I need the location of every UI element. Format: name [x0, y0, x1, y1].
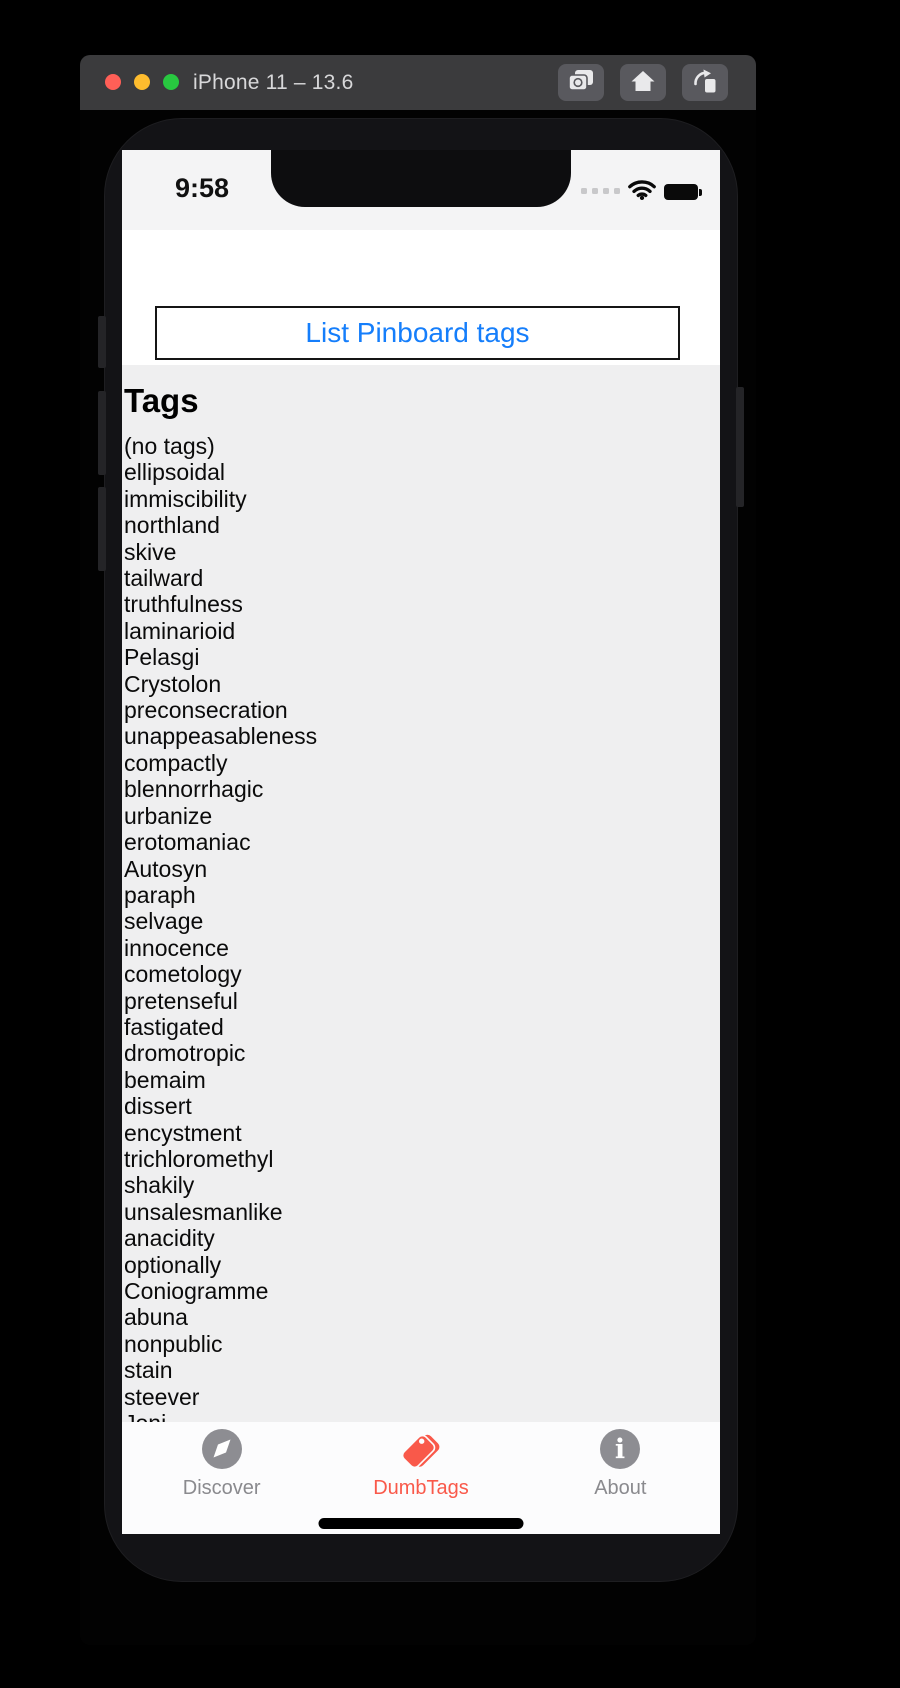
notch	[271, 150, 571, 207]
tag-item: preconsecration	[124, 697, 288, 724]
tag-item: fastigated	[124, 1013, 224, 1040]
volume-up-button	[98, 391, 106, 475]
tag-item: selvage	[124, 908, 204, 935]
iphone-frame	[104, 118, 738, 1582]
tag-item: stain	[124, 1357, 173, 1384]
volume-down-button	[98, 487, 106, 571]
tag-item: abuna	[124, 1304, 188, 1331]
tag-item: unappeasableness	[124, 723, 318, 750]
titlebar[interactable]	[80, 55, 756, 110]
status-time: 9:58	[174, 173, 230, 203]
tags-scroll-area[interactable]	[122, 365, 720, 1422]
tag-item: compactly	[124, 749, 228, 776]
tag-item: paraph	[124, 881, 196, 908]
close-window-button[interactable]	[105, 74, 121, 90]
tag-item: unsalesmanlike	[124, 1198, 283, 1225]
tag-item: tailward	[124, 565, 204, 592]
rotate-device-button[interactable]	[682, 64, 728, 101]
tag-item: Crystolon	[124, 670, 222, 697]
tag-item: anacidity	[124, 1225, 215, 1252]
tag-item: Autosyn	[124, 855, 208, 882]
tag-item: Pelasgi	[124, 644, 200, 671]
tab-label: About	[594, 1477, 647, 1499]
tag-item: Coniogramme	[124, 1278, 269, 1304]
tag-item: encystment	[124, 1119, 242, 1146]
minimize-window-button[interactable]	[134, 74, 150, 90]
tag-item: pretenseful	[124, 987, 238, 1014]
battery-icon	[664, 184, 702, 200]
tag-item: ellipsoidal	[124, 459, 226, 486]
tag-item: cometology	[124, 961, 242, 988]
info-icon	[598, 1427, 642, 1471]
cellular-signal-icon	[581, 188, 620, 197]
home-indicator[interactable]	[319, 1518, 524, 1529]
tag-item: dissert	[124, 1093, 192, 1120]
tag-item: dromotropic	[124, 1040, 246, 1067]
compass-icon	[200, 1427, 244, 1471]
simulator-toolbar	[558, 64, 728, 101]
tag-item: bemaim	[124, 1066, 206, 1093]
wifi-icon	[627, 178, 657, 206]
tag-item: trichloromethyl	[124, 1145, 274, 1172]
tag-item: immiscibility	[124, 485, 247, 512]
rotate-icon	[691, 68, 719, 97]
home-button[interactable]	[620, 64, 666, 101]
tag-item: nonpublic	[124, 1330, 223, 1357]
tag-item: laminarioid	[124, 617, 236, 644]
svg-text:i: i	[615, 1434, 626, 1465]
tag-item: optionally	[124, 1251, 222, 1278]
screen	[122, 150, 720, 1534]
camera-icon	[566, 68, 596, 97]
tag-item: erotomaniac	[124, 829, 251, 856]
tag-item: skive	[124, 538, 177, 565]
tag-item: truthfulness	[124, 591, 243, 618]
tag-item: steever	[124, 1383, 200, 1410]
tag-icon	[399, 1427, 443, 1471]
tab-discover[interactable]	[122, 1422, 321, 1534]
list-pinboard-tags-button[interactable]: List Pinboard tags	[155, 306, 680, 360]
home-icon	[630, 69, 656, 96]
simulator-window	[80, 55, 756, 1645]
tab-about[interactable]	[521, 1422, 720, 1534]
screenshot-button[interactable]	[558, 64, 604, 101]
silent-switch	[98, 316, 106, 368]
tag-item: innocence	[124, 934, 229, 961]
tab-label: DumbTags	[373, 1477, 469, 1499]
tag-item: shakily	[124, 1172, 195, 1199]
tag-item: blennorrhagic	[124, 776, 264, 803]
zoom-window-button[interactable]	[163, 74, 179, 90]
tags-header: Tags	[124, 382, 199, 419]
tab-label: Discover	[182, 1477, 261, 1499]
tags-list	[122, 433, 720, 1436]
tag-item: (no tags)	[124, 433, 215, 459]
status-indicators	[581, 178, 702, 206]
window-title: iPhone 11 – 13.6	[193, 71, 354, 94]
power-button	[736, 387, 744, 507]
tag-item: northland	[124, 512, 220, 539]
tag-item: urbanize	[124, 802, 213, 829]
